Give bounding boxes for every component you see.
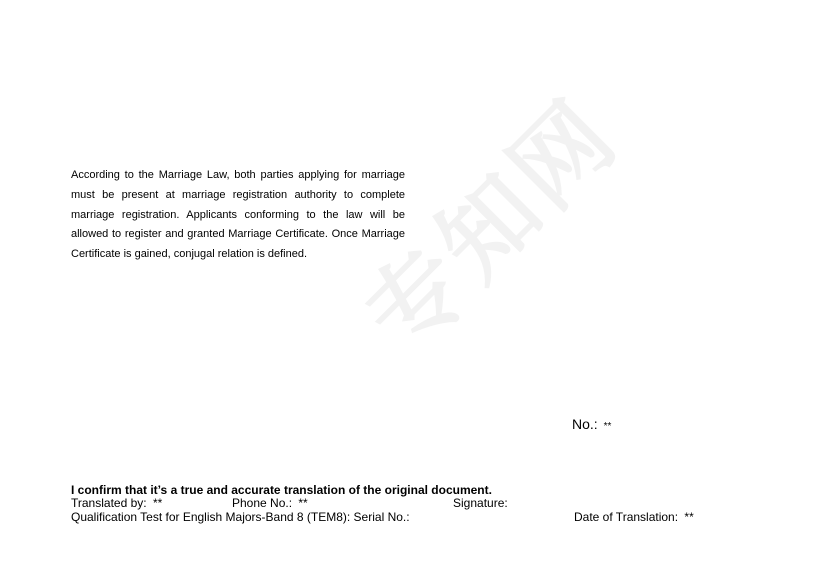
signature-field [453, 496, 511, 510]
translator-field [71, 496, 162, 510]
body-paragraph: According to the Marriage Law, both parties applying for marriage must be present at marriage registration authority to complete marriage registration. Applicants conforming to the law will be allowed to register and granted Marriage Certificate. Once Marriage Certificate is gained, conjugal relation is defined. [71, 169, 405, 261]
translation-date-label: Date of Translation: [574, 510, 679, 524]
qualification-serial: Qualification Test for English Majors-Band 8 (TEM8): Serial No.: [71, 510, 410, 524]
confirmation-statement: I confirm that it’s a true and accurate translation of the original document. [71, 483, 492, 497]
translation-date-value: ** [684, 510, 694, 524]
document-number [572, 416, 611, 432]
signature-label: Signature: [453, 496, 508, 510]
document-number-label: No.: [572, 416, 598, 432]
phone-field [232, 496, 308, 510]
translator-value: ** [152, 496, 163, 510]
watermark: 专知网 [344, 77, 640, 374]
translation-date-field [574, 510, 694, 524]
phone-label: Phone No.: [232, 496, 293, 510]
phone-value: ** [298, 496, 308, 510]
translator-label: Translated by: [71, 496, 147, 510]
document-number-value: ** [603, 421, 612, 432]
